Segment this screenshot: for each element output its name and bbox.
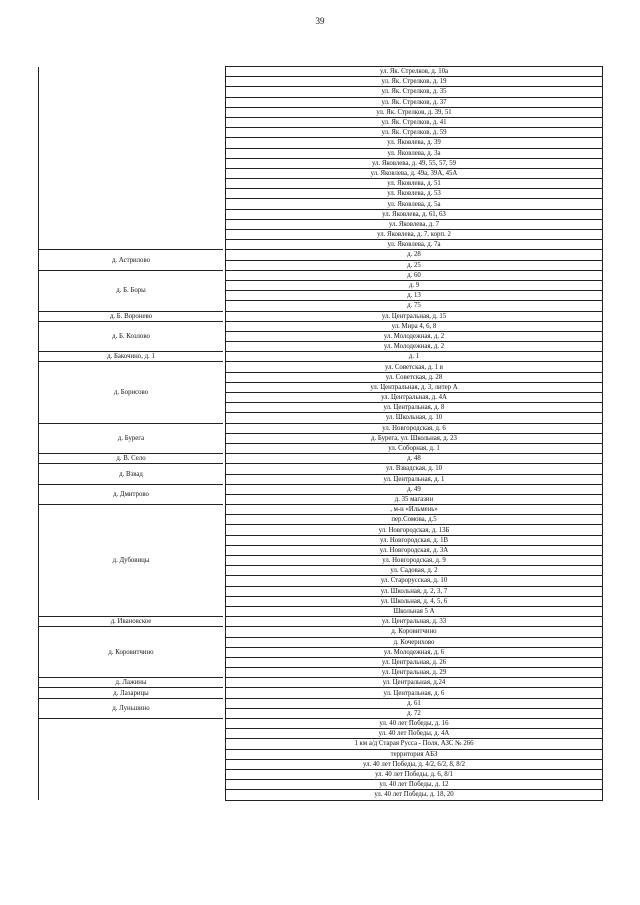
locality-cell [39,719,224,801]
address-cell: ул. Центральная, д. 29 [226,668,603,678]
address-cell: ул. Яковлева, д. 7 [226,219,603,229]
address-cell: Школьная 5 А [226,606,603,616]
address-cell: ул. Мира 4, 6, 8 [226,321,603,331]
table-row [39,321,603,331]
address-cell: ул. Як. Стрелков, д. 39, 51 [226,107,603,117]
address-cell: д. 72 [226,708,603,718]
address-cell: д. 61 [226,698,603,708]
locality-cell: д. Луньшино [39,698,224,718]
address-cell: ул. Центральная, д. 6 [226,688,603,698]
address-cell: д. 28 [226,250,603,260]
address-cell: ул. Як. Стрелков, д. 19 [226,77,603,87]
address-cell: ул. Взвадская, д. 10 [226,464,603,474]
locality-cell [39,67,224,250]
address-cell: ул. 40 лет Победы, д. 4/2, 6/2, 8, 8/2 [226,759,603,769]
table-row [39,362,603,372]
address-cell: ул. Центральная, д. 8 [226,403,603,413]
address-table [38,66,603,801]
address-cell: д. Коровитчино [226,627,603,637]
table-row [39,352,603,362]
table-row [39,454,603,464]
address-cell: д. 13 [226,291,603,301]
address-cell: ул. Яковлева, д. 53 [226,189,603,199]
address-cell: ул. Як. Стрелков, д. 35 [226,87,603,97]
locality-cell: д. Лажины [39,678,224,688]
address-cell: д. Бурега, ул. Школьная, д. 23 [226,433,603,443]
table-row [39,627,603,637]
locality-cell: д. Б. Козлово [39,321,224,352]
address-cell: ул. Яковлева, д. 51 [226,179,603,189]
address-cell: ул. 40 лет Победы, д. 6, 8/1 [226,769,603,779]
table-row [39,688,603,698]
address-cell: ул. Новгородская, д. 13Б [226,525,603,535]
address-cell: ул. Новгородская, д. 6 [226,423,603,433]
address-cell: д. Кочерихово [226,637,603,647]
address-cell: д. 60 [226,270,603,280]
address-cell: , м-н «Ильмень» [226,505,603,515]
address-cell: ул. Центральная, д. 3, литер А [226,382,603,392]
locality-cell: д. Астрилово [39,250,224,270]
address-cell: д. 35 магазин [226,494,603,504]
locality-cell: д. Дмитрово [39,484,224,504]
address-cell: д. 75 [226,301,603,311]
locality-cell: д. Борисово [39,362,224,423]
table-row [39,270,603,280]
table-row [39,423,603,433]
address-cell: ул. Яковлева, д. 3а [226,148,603,158]
address-cell: д. 48 [226,454,603,464]
locality-cell: д. Бурега [39,423,224,454]
address-cell: ул. Школьная, д. 2, 3, 7 [226,586,603,596]
address-cell: ул. Як. Стрелков, д. 41 [226,117,603,127]
address-cell: ул. 40 лет Победы, д. 12 [226,780,603,790]
address-cell: ул. Центральная, д. 33 [226,617,603,627]
address-cell: ул. Яковлева, д. 7а [226,240,603,250]
address-cell: ул. Соборная, д. 1 [226,443,603,453]
address-cell: ул. Яковлева, д. 49, 55, 57, 59 [226,158,603,168]
locality-cell: д. Б. Боры [39,270,224,311]
table-row [39,484,603,494]
page-number: 39 [315,16,325,26]
address-cell: ул. Советская, д. 1 в [226,362,603,372]
locality-cell: д. Б. Воронево [39,311,224,321]
address-cell: ул. Центральная, д. 26 [226,657,603,667]
table-row [39,719,603,729]
address-cell: ул. Як. Стрелков, д. 10а [226,67,603,77]
table-row [39,464,603,474]
address-cell: пер.Сомова, д.5 [226,515,603,525]
address-cell: ул. Садовая, д. 2 [226,566,603,576]
address-cell: ул. Центральная, д. 15 [226,311,603,321]
locality-cell: д. Взвад [39,464,224,484]
address-cell: ул. Центральная, д. 1 [226,474,603,484]
locality-cell: д. Лазарицы [39,688,224,698]
locality-cell: д. Ивановское [39,617,224,627]
locality-cell: д. Бакочино, д. 1 [39,352,224,362]
address-cell: ул. Молодежная, д. 2 [226,331,603,341]
address-cell: ул. Молодежная, д. 2 [226,342,603,352]
address-cell: ул. Як. Стрелков, д. 59 [226,128,603,138]
address-cell: ул. Школьная, д. 4, 5, 6 [226,596,603,606]
address-cell: ул. Старорусская, д. 10 [226,576,603,586]
address-cell: ул. Яковлева, д. 5а [226,199,603,209]
address-cell: 1 км а/д Старая Русса - Поля, АЗС № 266 [226,739,603,749]
address-cell: ул. Молодежная, д. 6 [226,647,603,657]
table-row [39,698,603,708]
locality-cell: д. Коровитчино [39,627,224,678]
address-cell: д. 9 [226,280,603,290]
address-cell: территория АБЗ [226,749,603,759]
locality-cell: д. В. Село [39,454,224,464]
address-cell: ул. Як. Стрелков, д. 37 [226,97,603,107]
address-cell: д. 25 [226,260,603,270]
address-cell: ул. Яковлева, д. 7, корп. 2 [226,230,603,240]
address-cell: д. 1 [226,352,603,362]
address-cell: ул. Советская, д. 28 [226,372,603,382]
address-cell: ул. Яковлева, д. 39 [226,138,603,148]
table-row [39,250,603,260]
address-cell: ул. Новгородская, д. 1В [226,535,603,545]
address-cell: ул. Центральная, д.24 [226,678,603,688]
address-cell: ул. Яковлева, д. 49а, 39А, 45А [226,168,603,178]
address-cell: д. 49 [226,484,603,494]
locality-cell: д. Дубовицы [39,505,224,617]
address-cell: ул. 40 лет Победы, д. 16 [226,719,603,729]
table-row [39,678,603,688]
table-row [39,311,603,321]
address-cell: ул. Яковлева, д. 61, 63 [226,209,603,219]
address-cell: ул. Новгородская, д. 3А [226,545,603,555]
address-cell: ул. Центральная, д. 4А [226,393,603,403]
address-cell: ул. Школьная, д. 10 [226,413,603,423]
address-cell: ул. 40 лет Победы, д. 4А [226,729,603,739]
table-row [39,617,603,627]
address-cell: ул. Новгородская, д. 9 [226,556,603,566]
address-cell: ул. 40 лет Победы, д. 18, 20 [226,790,603,800]
table-row [39,505,603,515]
table-row [39,67,603,77]
